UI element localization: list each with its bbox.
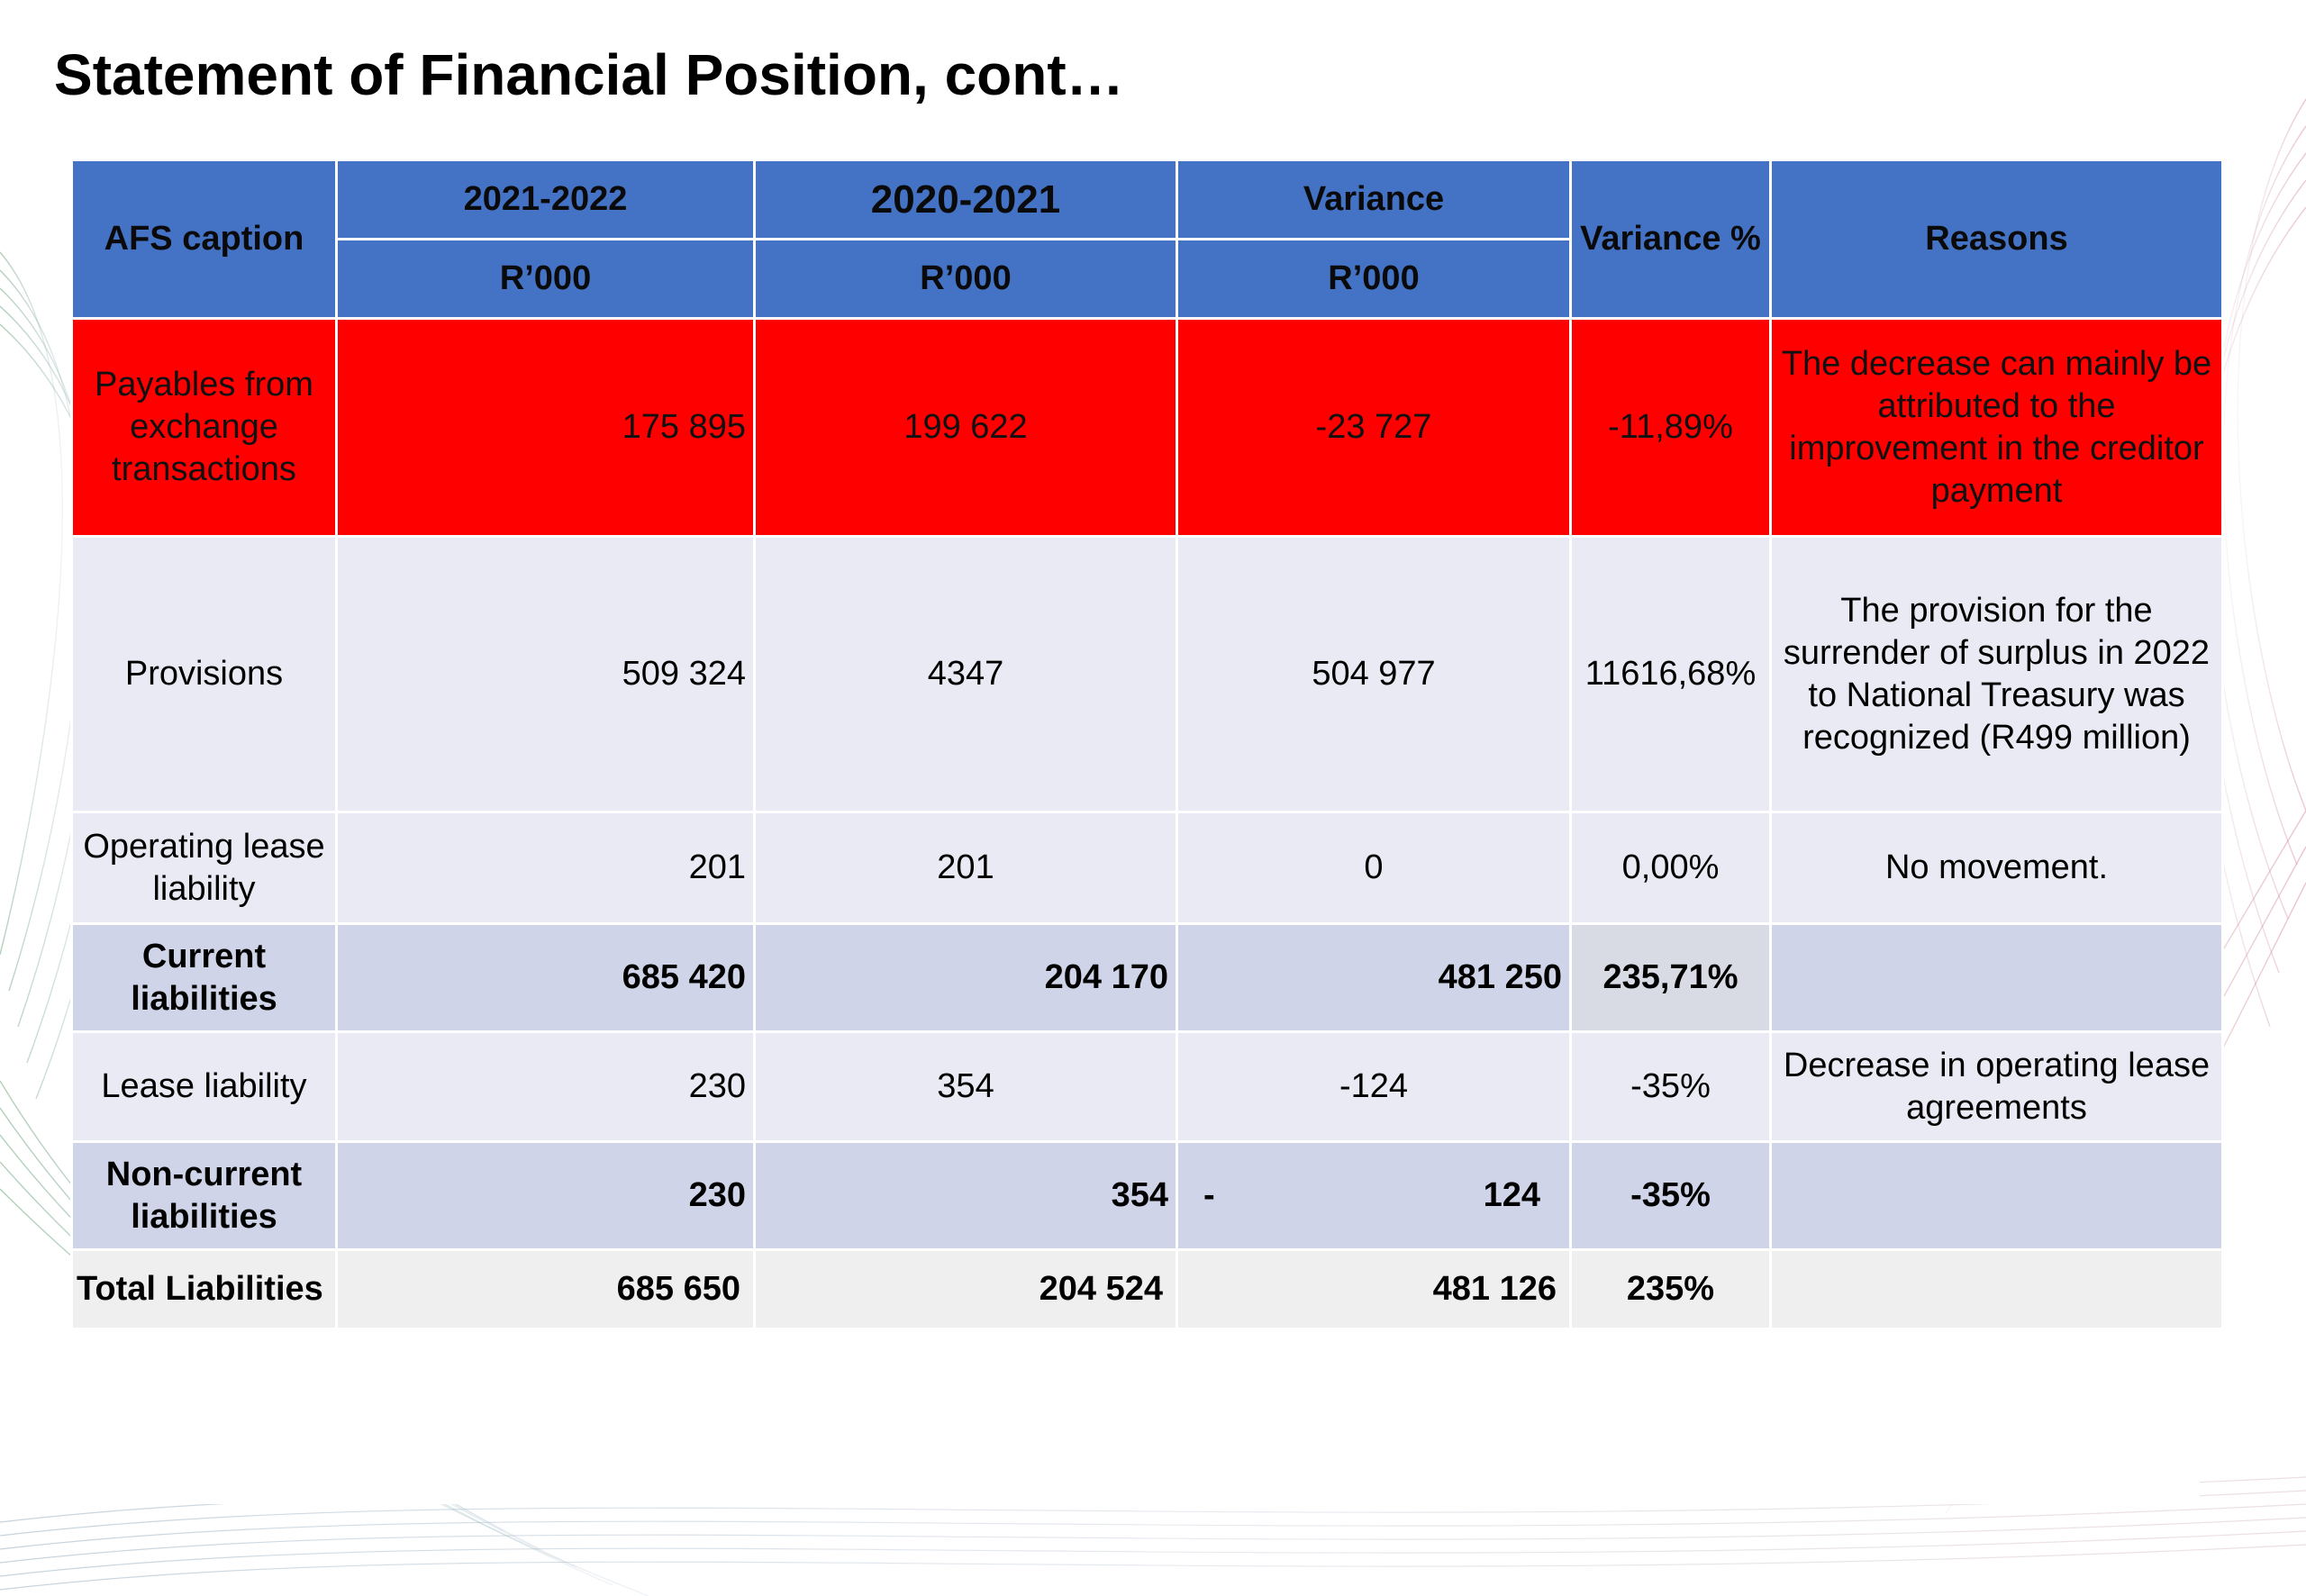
header-afs-caption: AFS caption (72, 160, 337, 319)
row-value-2021-2022: 201 (337, 812, 755, 924)
row-value-2020-2021: 204 170 (755, 924, 1177, 1032)
row-value-2020-2021: 354 (755, 1032, 1177, 1142)
row-reason: Decrease in operating lease agreements (1771, 1032, 2223, 1142)
row-value-2020-2021: 199 622 (755, 319, 1177, 537)
row-caption: Total Liabilities (72, 1250, 337, 1329)
row-caption: Lease liability (72, 1032, 337, 1142)
table-row (72, 537, 2223, 812)
table-row (72, 924, 2223, 1032)
header-year-2021-2022: 2021-2022 (337, 160, 755, 240)
header-reasons: Reasons (1771, 160, 2223, 319)
row-reason: The decrease can mainly be attributed to the improvement in the creditor payment (1771, 319, 2223, 537)
row-variance-percent: 0,00% (1571, 812, 1771, 924)
row-variance-percent: -35% (1571, 1032, 1771, 1142)
row-value-2021-2022: 685 650 (337, 1250, 755, 1329)
table-row (72, 812, 2223, 924)
row-variance-percent: -11,89% (1571, 319, 1771, 537)
row-variance-cell (1177, 1142, 1571, 1250)
row-caption: Provisions (72, 537, 337, 812)
row-variance: 481 250 (1177, 924, 1571, 1032)
table-row (72, 319, 2223, 537)
row-value-2020-2021: 4347 (755, 537, 1177, 812)
row-variance: -23 727 (1177, 319, 1571, 537)
row-value-2020-2021: 354 (755, 1142, 1177, 1250)
row-variance: -124 (1177, 1032, 1571, 1142)
table-row-total (72, 1250, 2223, 1329)
row-reason (1771, 1142, 2223, 1250)
row-variance-percent: 11616,68% (1571, 537, 1771, 812)
row-value-2021-2022: 230 (337, 1142, 755, 1250)
row-value-2021-2022: 685 420 (337, 924, 755, 1032)
row-value-2021-2022: 230 (337, 1032, 755, 1142)
row-reason: No movement. (1771, 812, 2223, 924)
row-variance: 124 (1483, 1176, 1540, 1214)
header-year-2020-2021: 2020-2021 (755, 160, 1177, 240)
row-value-2020-2021: 204 524 (755, 1250, 1177, 1329)
row-variance-percent: 235,71% (1571, 924, 1771, 1032)
table-row (72, 1142, 2223, 1250)
page-title: Statement of Financial Position, cont… (54, 42, 1124, 107)
row-value-2021-2022: 175 895 (337, 319, 755, 537)
row-variance: 481 126 (1177, 1250, 1571, 1329)
row-reason (1771, 1250, 2223, 1329)
row-variance-percent: -35% (1571, 1142, 1771, 1250)
row-variance: 0 (1177, 812, 1571, 924)
row-caption: Non-current liabilities (72, 1142, 337, 1250)
table-row (72, 1032, 2223, 1142)
header-unit-2020-2021: R’000 (755, 240, 1177, 319)
header-unit-2021-2022: R’000 (337, 240, 755, 319)
header-variance: Variance (1177, 160, 1571, 240)
row-variance-percent: 235% (1571, 1250, 1771, 1329)
row-variance-sign: - (1203, 1176, 1215, 1214)
row-value-2020-2021: 201 (755, 812, 1177, 924)
row-reason: The provision for the surrender of surplus in 2022 to National Treasury was recognized (R499 million) (1771, 537, 2223, 812)
row-value-2021-2022: 509 324 (337, 537, 755, 812)
row-reason (1771, 924, 2223, 1032)
row-caption: Operating lease liability (72, 812, 337, 924)
financial-position-table (70, 159, 2224, 1330)
row-caption: Payables from exchange transactions (72, 319, 337, 537)
header-variance-percent: Variance % (1571, 160, 1771, 319)
header-unit-variance: R’000 (1177, 240, 1571, 319)
row-caption: Current liabilities (72, 924, 337, 1032)
row-variance: 504 977 (1177, 537, 1571, 812)
